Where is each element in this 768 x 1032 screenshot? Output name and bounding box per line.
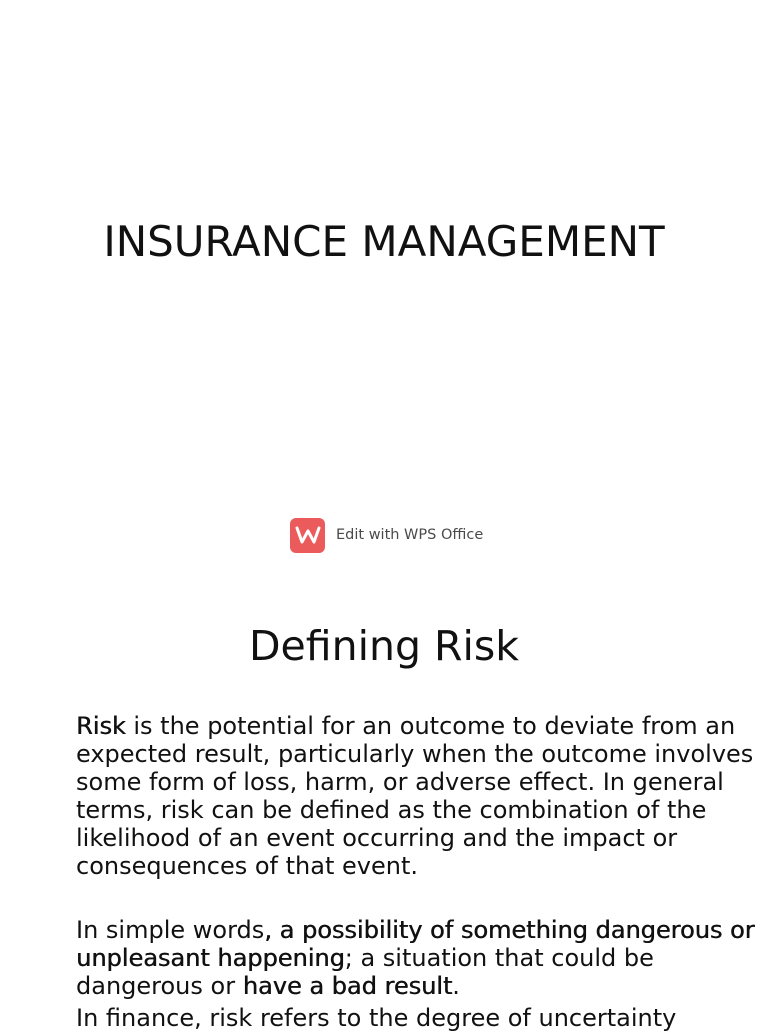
tail-text: . — [452, 972, 460, 1000]
section-heading: Defining Risk — [248, 622, 520, 670]
emphasis-bad-result: have a bad result — [242, 972, 453, 1000]
paragraph-text: is the potential for an outcome to deviate from an expected result, particularly when the outcome involves some form of loss, harm, or adverse effect. In general terms, risk can be defined as the combination of the likelihood of an event occurring and the impact or consequences of that event. — [76, 712, 754, 880]
term-risk: Risk — [76, 712, 126, 740]
lead-text: In simple words — [76, 916, 265, 944]
paragraph-finance: In finance, risk refers to the degree of uncertainty — [76, 1004, 677, 1032]
edit-with-wps-banner[interactable] — [290, 517, 483, 553]
slide-title: INSURANCE MANAGEMENT — [103, 217, 665, 266]
middle-text: ; a situation that could be dangerous or — [76, 944, 654, 1000]
wps-logo-icon — [290, 518, 325, 553]
emphasis-possibility: , a possibility of something dangerous or unpleasant happening — [76, 916, 755, 972]
wps-banner-label[interactable]: Edit with WPS Office — [336, 527, 484, 543]
paragraph-simple-words — [76, 916, 756, 1000]
paragraph-risk-definition — [76, 712, 756, 880]
